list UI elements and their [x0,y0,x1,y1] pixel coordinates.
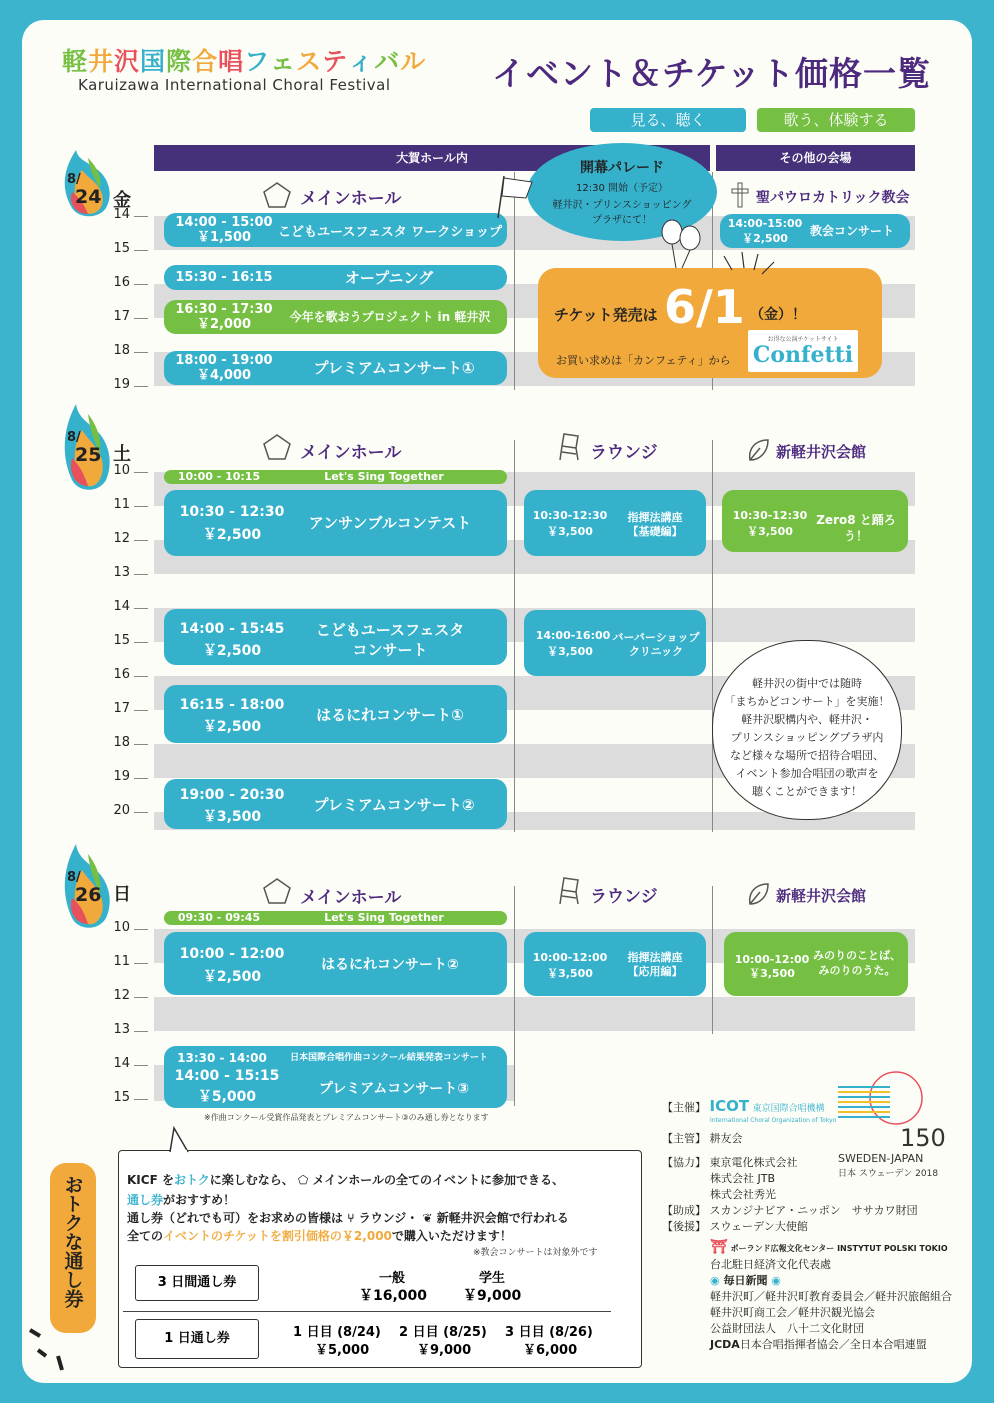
day2-date: 25 [75,444,102,466]
three-day-pass-tag[interactable]: 3 日間通し券 [135,1265,259,1301]
time-label: 15 [113,633,130,648]
day3-pass-label: 3 日目 (8/26) [505,1325,593,1340]
time-label: 15 [113,1090,130,1105]
day2-kaikan-label: 新軽井沢会館 [776,443,867,461]
time-tick [134,1031,148,1032]
parade-place-2: プラザにて！ [592,215,652,226]
logo-stripe [838,1086,890,1088]
burst-line: 聴くことができます！ [752,785,862,798]
pass-line-1: KICF をおトクに楽しむなら、 ⬠ メインホールの全てのイベントに参加できる、 [127,1173,565,1187]
confetti-logo[interactable]: お得な公演チケットサイト Confetti [748,330,858,372]
pentagon-icon [262,433,292,461]
logo-char: バ [374,47,401,76]
pass-note: ※作曲コンクール受賞作品発表とプレミアムコンサート③のみ通し券となります [204,1113,489,1122]
time-tick [134,506,148,507]
time-tick [134,812,148,813]
time-tick [134,929,148,930]
burst-line: 軽井沢の街中では随時 [752,677,862,690]
time-tick [134,997,148,998]
cross-icon [730,181,750,209]
one-day-pass-tag[interactable]: 1 日通し券 [135,1319,259,1359]
event-card[interactable]: 14:00-16:00 ￥3,500 バーバーショップ クリニック [524,610,706,676]
time-tick [134,642,148,643]
general-label: 一般 [379,1271,406,1286]
time-tick [134,1065,148,1066]
sweden-japan-150-logo: 150 SWEDEN-JAPAN 日本 スウェーデン 2018 [838,1068,948,1180]
hall-header: 大賀ホール内 [154,145,710,171]
parade-title: 開幕パレード [580,160,664,176]
day3-main-hall-label: メインホール [300,888,402,908]
ticket-note: お買い求めは「カンフェティ」から [556,354,731,367]
logo-stripe [838,1111,890,1113]
event-card[interactable]: 10:00-12:00 ￥3,500 みのりのことば、 みのりのうた。 [724,932,908,996]
day2-month: 8/ [67,430,81,445]
legend-sing: 歌う、体験する [757,108,915,132]
day2-weekday: 土 [113,444,131,465]
event-card[interactable]: 10:00 - 10:15 Let's Sing Together [164,470,507,484]
day1-main-hall-label: メインホール [300,189,402,209]
event-card[interactable]: 16:15 - 18:00 ￥2,500 はるにれコンサート① [164,685,507,743]
sponsor-block: 【主催】 ICOT 東京国際合唱機構 International Choral Organization of Tokyo 【主管】 耕友会 【協力】 東京電化株式会社 株式会社 JTB 株式会社秀光 【助成】 スカンジナビア・ニッポン ササカワ財団 【後援】 スウェーデン大使館 ⛩ ポーランド広報文化センター INSTYTUT POLSKI TOKIO 台北駐日経済文化代表處 ◉ 毎日新聞 ◉ 軽井沢町／軽井沢町教育委員会／軽井沢旅館組合 軽井沢町商工会／軽井沢観光協会 公益財団法人 八十二文化財団 JCDA日本合唱指揮者協会／全日本合唱連盟 [662,1097,952,1351]
logo-stripe [838,1116,890,1118]
pass-side-label: おトクな通し券 [50,1163,96,1333]
logo-char: 沢 [114,47,141,76]
time-tick [134,386,148,387]
logo-stripe [838,1091,890,1093]
event-card[interactable]: 10:00 - 12:00 ￥2,500 はるにれコンサート② [164,932,507,995]
event-card[interactable]: 14:00 - 15:45 ￥2,500 こどもユースフェスタ コンサート [164,609,507,665]
pass-line-3: 通し券（どれでも可）をお求めの皆様は ⑂ ラウンジ・ ❦ 新軽井沢会館で行われる [127,1211,569,1225]
leaf-icon [746,882,770,906]
event-card[interactable]: 10:00-12:00 ￥3,500 指揮法講座 【応用編】 [524,932,706,996]
burst-line: 「まちかどコンサート」を実施！ [724,695,890,708]
column-divider [712,886,713,1034]
day3-month: 8/ [67,870,81,885]
burst-line: プリンスショッピングプラザ内 [730,731,884,744]
time-label: 16 [113,275,130,290]
event-card[interactable]: 14:00 - 15:00 ￥1,500 こどもユースフェスタ ワークショップ [164,213,507,247]
event-card[interactable]: 18:00 - 19:00 ￥4,000 プレミアムコンサート① [164,351,507,385]
pentagon-icon [262,181,292,209]
chair-icon [556,432,582,462]
column-divider [514,440,515,832]
ticket-date: 6/1 [664,280,745,334]
church-label: 聖パウロカトリック教会 [756,190,910,206]
time-label: 20 [113,803,130,818]
time-tick [134,778,148,779]
event-card[interactable]: 15:30 - 16:15 オープニング [164,265,507,290]
time-label: 11 [113,497,130,512]
day3-weekday: 日 [113,884,131,905]
festival-logo [62,42,426,78]
logo-stripe [838,1096,890,1098]
time-label: 13 [113,565,130,580]
time-label: 15 [113,241,130,256]
time-label: 11 [113,954,130,969]
logo-char: フ [244,47,271,76]
other-venue-header: その他の会場 [716,145,915,171]
event-card[interactable]: 16:30 - 17:30 ￥2,000 今年を歌おうプロジェクト in 軽井沢 [164,300,507,334]
pass-line-2: 通し券がおすすめ！ [127,1193,236,1207]
festival-logo-english: Karuizawa International Choral Festival [78,76,391,94]
day2-pass-price: ￥9,000 [417,1343,472,1358]
time-tick [134,352,148,353]
burst-line: など様々な場所で招待合唱団、 [730,749,884,762]
day2-main-hall-label: メインホール [300,443,402,463]
time-label: 19 [113,769,130,784]
event-card[interactable]: 19:00 - 20:30 ￥3,500 プレミアムコンサート② [164,779,507,829]
logo-char: 合 [192,47,219,76]
day1-date: 24 [75,186,102,208]
time-tick [134,250,148,251]
logo-stripe [838,1106,890,1108]
time-tick [134,574,148,575]
parade-place: 軽井沢・プリンスショッピング [552,200,692,211]
street-concert-burst [712,640,902,820]
day1-weekday: 金 [113,190,131,211]
day2-pass-label: 2 日目 (8/25) [399,1325,487,1340]
day3-kaikan-label: 新軽井沢会館 [776,887,867,905]
ticket-sale-box [538,268,882,378]
time-label: 13 [113,1022,130,1037]
logo-char: 国 [140,47,167,76]
event-card[interactable]: 10:30-12:30 ￥3,500 Zero8 と踊ろう！ [722,490,908,552]
time-label: 10 [113,463,130,478]
page-title: イベント＆チケット価格一覧 [492,54,932,93]
time-tick [134,216,148,217]
pentagon-icon [262,877,292,905]
day3-lounge-label: ラウンジ [590,887,658,907]
sparkle-lines [720,250,780,280]
logo-char: ス [296,47,323,76]
event-card[interactable]: 10:30 - 12:30 ￥2,500 アンサンブルコンテスト [164,490,507,556]
parade-time: 12:30 開始（予定） [576,183,668,194]
pass-info-box [118,1150,642,1368]
time-tick [134,540,148,541]
time-label: 16 [113,667,130,682]
day1-month: 8/ [67,172,81,187]
icot-logo: ICOT [709,1097,750,1115]
general-price: ￥16,000 [359,1288,428,1304]
logo-stripe [838,1101,890,1103]
time-label: 17 [113,309,130,324]
logo-char: ェ [270,47,297,76]
time-label: 14 [113,599,130,614]
time-tick [134,710,148,711]
leaf-icon [746,438,770,462]
time-tick [134,284,148,285]
logo-char: 唱 [218,47,245,76]
burst-line: 軽井沢駅構内や、軽井沢・ [741,713,873,726]
logo-char: ル [400,47,427,76]
logo-char: 際 [166,47,193,76]
day3-pass-price: ￥6,000 [523,1343,578,1358]
column-divider [514,886,515,1106]
day3-date: 26 [75,884,102,906]
speech-tail [166,1126,190,1154]
flag-icon [492,172,536,220]
day1-pass-label: 1 日目 (8/24) [293,1325,381,1340]
burst-line: イベント参加合唱団の歌声を [735,767,879,780]
time-tick [134,744,148,745]
time-tick [134,472,148,473]
student-label: 学生 [479,1271,506,1286]
logo-char: 井 [88,47,115,76]
legend-watch: 見る、聴く [590,108,746,132]
chair-icon [556,876,582,906]
grid-band [154,997,915,1031]
time-label: 18 [113,735,130,750]
student-price: ￥9,000 [463,1288,522,1304]
day1-pass-price: ￥5,000 [315,1343,370,1358]
time-tick [134,318,148,319]
event-card[interactable]: 10:30-12:30 ￥3,500 指揮法講座 【基礎編】 [524,490,706,556]
time-label: 17 [113,701,130,716]
pass-exclusion-note: ※教会コンサートは対象外です [473,1248,598,1258]
time-label: 14 [113,207,130,222]
time-label: 14 [113,1056,130,1071]
time-label: 18 [113,343,130,358]
logo-char: 軽 [62,47,89,76]
time-tick [134,608,148,609]
time-tick [134,1099,148,1100]
ticket-weekday: （金）！ [750,307,806,323]
logo-char: テ [322,47,349,76]
event-card[interactable]: 09:30 - 09:45 Let's Sing Together [164,911,507,925]
time-label: 12 [113,531,130,546]
time-label: 10 [113,920,130,935]
balloon-icon [658,218,704,270]
event-card[interactable]: 13:30 - 14:00 日本国際合唱作曲コンクール結果発表コンサート 14:00 - 15:15 ￥5,000 プレミアムコンサート③ [164,1046,507,1108]
time-label: 19 [113,377,130,392]
sparkle-marks [28,1320,70,1372]
logo-char: ィ [348,47,375,76]
time-label: 12 [113,988,130,1003]
pass-line-4: 全てのイベントのチケットを割引価格の￥2,000で購入いただけます！ [127,1229,512,1243]
ticket-label: チケット発売は [554,306,658,324]
pass-divider [123,1311,611,1312]
time-tick [134,963,148,964]
time-tick [134,676,148,677]
day2-lounge-label: ラウンジ [590,443,658,463]
event-card[interactable]: 14:00-15:00 ￥2,500 教会コンサート [720,214,910,248]
